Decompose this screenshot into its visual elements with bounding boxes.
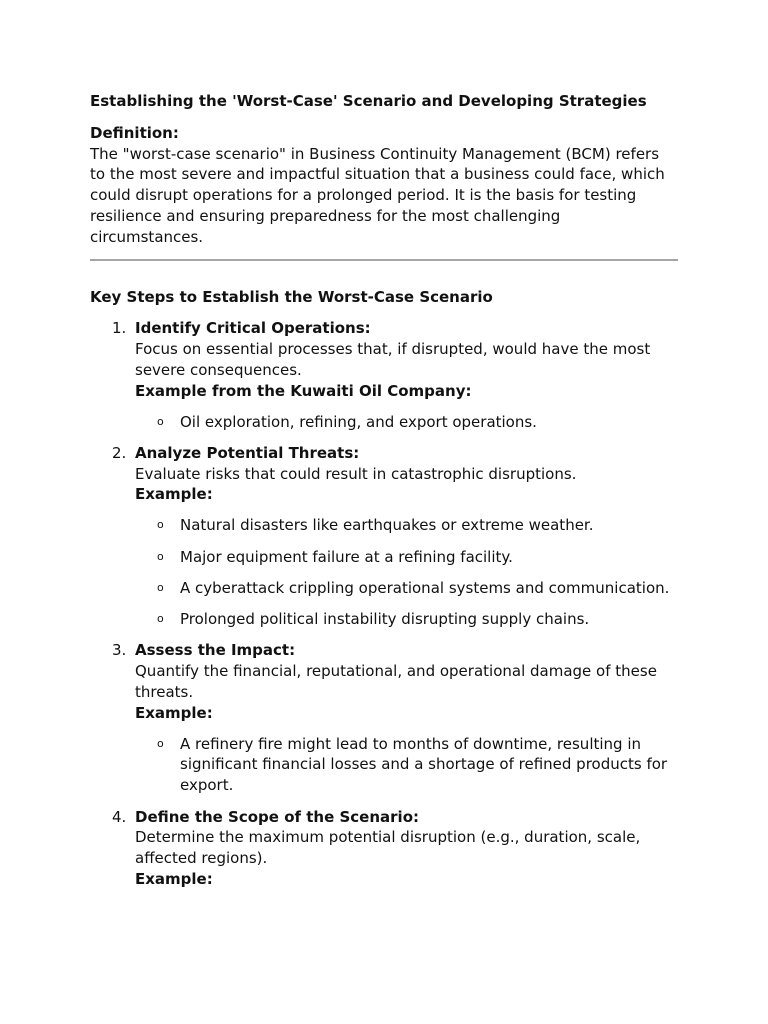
example-bullet-item xyxy=(135,412,678,433)
step-description: Evaluate risks that could result in catastrophic disruptions. xyxy=(135,464,577,483)
hollow-bullet-icon: o xyxy=(157,580,164,594)
example-bullet-item xyxy=(135,578,678,599)
step-number: 4. xyxy=(112,807,127,826)
example-bullet-text: A cyberattack crippling operational systems and communication. xyxy=(180,578,670,597)
example-bullet-list xyxy=(135,515,678,630)
step-description: Focus on essential processes that, if disrupted, would have the most severe consequences. xyxy=(135,340,651,379)
step-item xyxy=(90,640,678,796)
document-page xyxy=(90,91,678,900)
step-example-label: Example: xyxy=(135,703,213,722)
example-bullet-item xyxy=(135,734,678,796)
step-title: Identify Critical Operations: xyxy=(135,319,371,338)
example-bullet-text: Oil exploration, refining, and export operations. xyxy=(180,412,537,431)
step-title: Analyze Potential Threats: xyxy=(135,443,360,462)
steps-list xyxy=(90,318,678,889)
step-description: Quantify the financial, reputational, and operational damage of these threats. xyxy=(135,662,657,702)
horizontal-divider xyxy=(90,259,678,261)
step-example-label: Example from the Kuwaiti Oil Company: xyxy=(135,381,472,400)
example-bullet-item xyxy=(135,515,678,536)
document-title: Establishing the 'Worst-Case' Scenario and Developing Strategies xyxy=(90,92,647,110)
step-item xyxy=(90,443,678,630)
definition-text: The "worst-case scenario" in Business Continuity Management (BCM) refers to the most severe and impactful situation that a business could face, which could disrupt operations for a prolonged period. It is the basis for testing resilience and ensuring preparedness for the most challenging circumstances. xyxy=(90,144,665,246)
step-number: 3. xyxy=(112,641,127,660)
section-heading: Key Steps to Establish the Worst-Case Scenario xyxy=(90,287,493,306)
hollow-bullet-icon: o xyxy=(157,518,164,532)
step-description: Determine the maximum potential disruption (e.g., duration, scale, affected regions). xyxy=(135,828,641,868)
step-example-label: Example: xyxy=(135,869,213,888)
hollow-bullet-icon: o xyxy=(157,612,164,626)
example-bullet-text: A refinery fire might lead to months of downtime, resulting in significant financial losses and a shortage of refined products for export. xyxy=(180,734,668,795)
step-number: 2. xyxy=(112,443,127,462)
step-item xyxy=(90,318,678,432)
step-item xyxy=(90,807,678,890)
example-bullet-text: Prolonged political instability disrupting supply chains. xyxy=(180,610,590,629)
hollow-bullet-icon: o xyxy=(157,736,164,750)
definition-heading: Definition: xyxy=(90,123,179,142)
hollow-bullet-icon: o xyxy=(157,414,164,428)
example-bullet-list xyxy=(135,412,678,433)
example-bullet-text: Major equipment failure at a refining facility. xyxy=(180,547,513,566)
example-bullet-item xyxy=(135,609,678,630)
example-bullet-item xyxy=(135,547,678,568)
step-example-label: Example: xyxy=(135,485,213,504)
hollow-bullet-icon: o xyxy=(157,549,164,563)
example-bullet-text: Natural disasters like earthquakes or extreme weather. xyxy=(180,516,594,535)
step-number: 1. xyxy=(112,319,127,338)
step-title: Assess the Impact: xyxy=(135,641,296,660)
example-bullet-list xyxy=(135,734,678,796)
step-title: Define the Scope of the Scenario: xyxy=(135,807,420,826)
